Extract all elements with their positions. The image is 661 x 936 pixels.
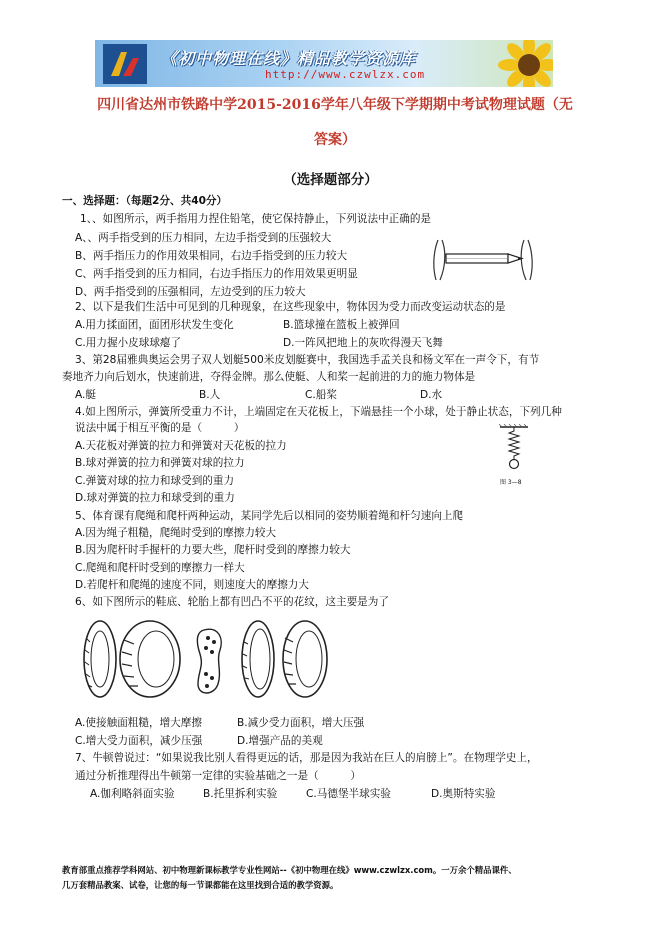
q2-option-a: A.用力揉面团，面团形状发生变化 [75,319,234,331]
q5-option-a: A.因为绳子粗糙，爬绳时受到的摩擦力较大 [75,527,277,539]
header-banner [95,40,553,87]
q3-option-b: B.人 [199,389,221,401]
question-4-line1: 4.如上图所示，弹簧所受重力不计，上端固定在天花板上，下端悬挂一个小球，处于静止状态，下列几种 [75,406,562,418]
q6-option-d: D.增强产品的美观 [237,735,323,747]
question-2: 2、以下是我们生活中可见到的几种现象，在这些现象中，物体因为受力而改变运动状态的是 [75,301,506,313]
q1-option-a: A、、两手指受到的压力相同，左边手指受到的压强较大 [75,232,332,244]
document-title-line2: 答案） [314,132,356,148]
q1-option-c: C、两手指受到的压力相同，右边手指压力的作用效果更明显 [75,268,358,280]
q2-option-c: C.用力握小皮球球瘪了 [75,337,182,349]
q7-option-c: C.马德堡半球实验 [306,788,391,800]
q1-option-b: B、两手指压力的作用效果相同，右边手指受到的压力较大 [75,250,348,262]
q3-option-a: A.艇 [75,389,97,401]
q5-option-c: C.爬绳和爬杆时受到的摩擦力一样大 [75,562,245,574]
q4-option-b: B.球对弹簧的拉力和弹簧对球的拉力 [75,457,245,469]
q4-option-c: C.弹簧对球的拉力和球受到的重力 [75,475,235,487]
q6-option-b: B.减少受力面积，增大压强 [237,717,365,729]
figure-caption: 图 3—8 [500,479,522,486]
footer-line2: 几万套精品教案、试卷，让您的每一节课都能在这里找到合适的教学资源。 [62,880,339,890]
question-1: 1、、如图所示，两手指用力捏住铅笔，使它保持静止，下列说法中正确的是 [80,213,432,225]
wide-tire-icon [120,621,180,697]
q1-option-d: D、两手指受到的压强相同，左边受到的压力较大 [75,286,306,298]
part-header: 一、选择题：（每题2分、共40分） [62,195,228,207]
bike-tire-icon [242,621,274,697]
q5-option-d: D.若爬杆和爬绳的速度不同，则速度大的摩擦力大 [75,579,309,591]
tire-icon [84,621,116,697]
pencil-fingers-figure [428,236,540,284]
banner-url[interactable]: http://www.czwlzx.com [265,68,426,81]
section-heading: （选择题部分） [283,172,378,188]
question-3-line1: 3、第28届雅典奥运会男子双人划艇500米皮划艇赛中，我国选手孟关良和杨文军在一声令下，有节 [75,354,540,366]
question-6: 6、如下图所示的鞋底、轮胎上都有凹凸不平的花纹，这主要是为了 [75,596,389,608]
banner-title: 《初中物理在线》精品教学资源库 [161,49,417,68]
q7-option-a: A.伽利略斜面实验 [90,788,175,800]
site-logo [103,44,147,84]
tires-shoe-figure [80,618,330,700]
q4-option-a: A.天花板对弹簧的拉力和弹簧对天花板的拉力 [75,440,287,452]
question-7-line2: 通过分析推理得出牛顿第一定律的实验基础之一是（ ） [75,770,362,782]
q3-option-c: C.船桨 [305,389,337,401]
question-7-line1: 7、牛顿曾说过：“如果说我比别人看得更远的话，那是因为我站在巨人的肩膀上”。在物理学史上， [75,752,538,764]
footer-line1: 教育部重点推荐学科网站、初中物理新课标教学专业性网站--《初中物理在线》www.czwlzx.com。一万余个精品课件、 [62,865,517,875]
q6-option-c: C.增大受力面积，减少压强 [75,735,203,747]
question-3-line2: 奏地齐力向后划水，快速前进，夺得金牌。那么使艇、人和桨一起前进的力的施力物体是 [62,371,476,383]
q5-option-b: B.因为爬杆时手握杆的力要大些，爬杆时受到的摩擦力较大 [75,544,351,556]
question-5: 5、体育课有爬绳和爬杆两种运动，某同学先后以相同的姿势顺着绳和杆匀速向上爬 [75,510,464,522]
document-title-line1: 四川省达州市铁路中学2015-2016学年八年级下学期期中考试物理试题（无 [97,97,573,113]
sunflower-icon [489,40,553,87]
q7-option-d: D.奥斯特实验 [431,788,496,800]
q7-option-b: B.托里拆利实验 [203,788,278,800]
q2-option-b: B.篮球撞在篮板上被弹回 [283,319,400,331]
shoe-sole-icon [197,629,221,693]
truck-tire-icon [283,621,327,697]
q4-option-d: D.球对弹簧的拉力和球受到的重力 [75,492,235,504]
q3-option-d: D.水 [420,389,443,401]
q6-option-a: A.使接触面粗糙，增大摩擦 [75,717,202,729]
q2-option-d: D.一阵风把地上的灰吹得漫天飞舞 [283,337,443,349]
question-4-line2: 说法中属于相互平衡的是（ ） [75,422,245,434]
